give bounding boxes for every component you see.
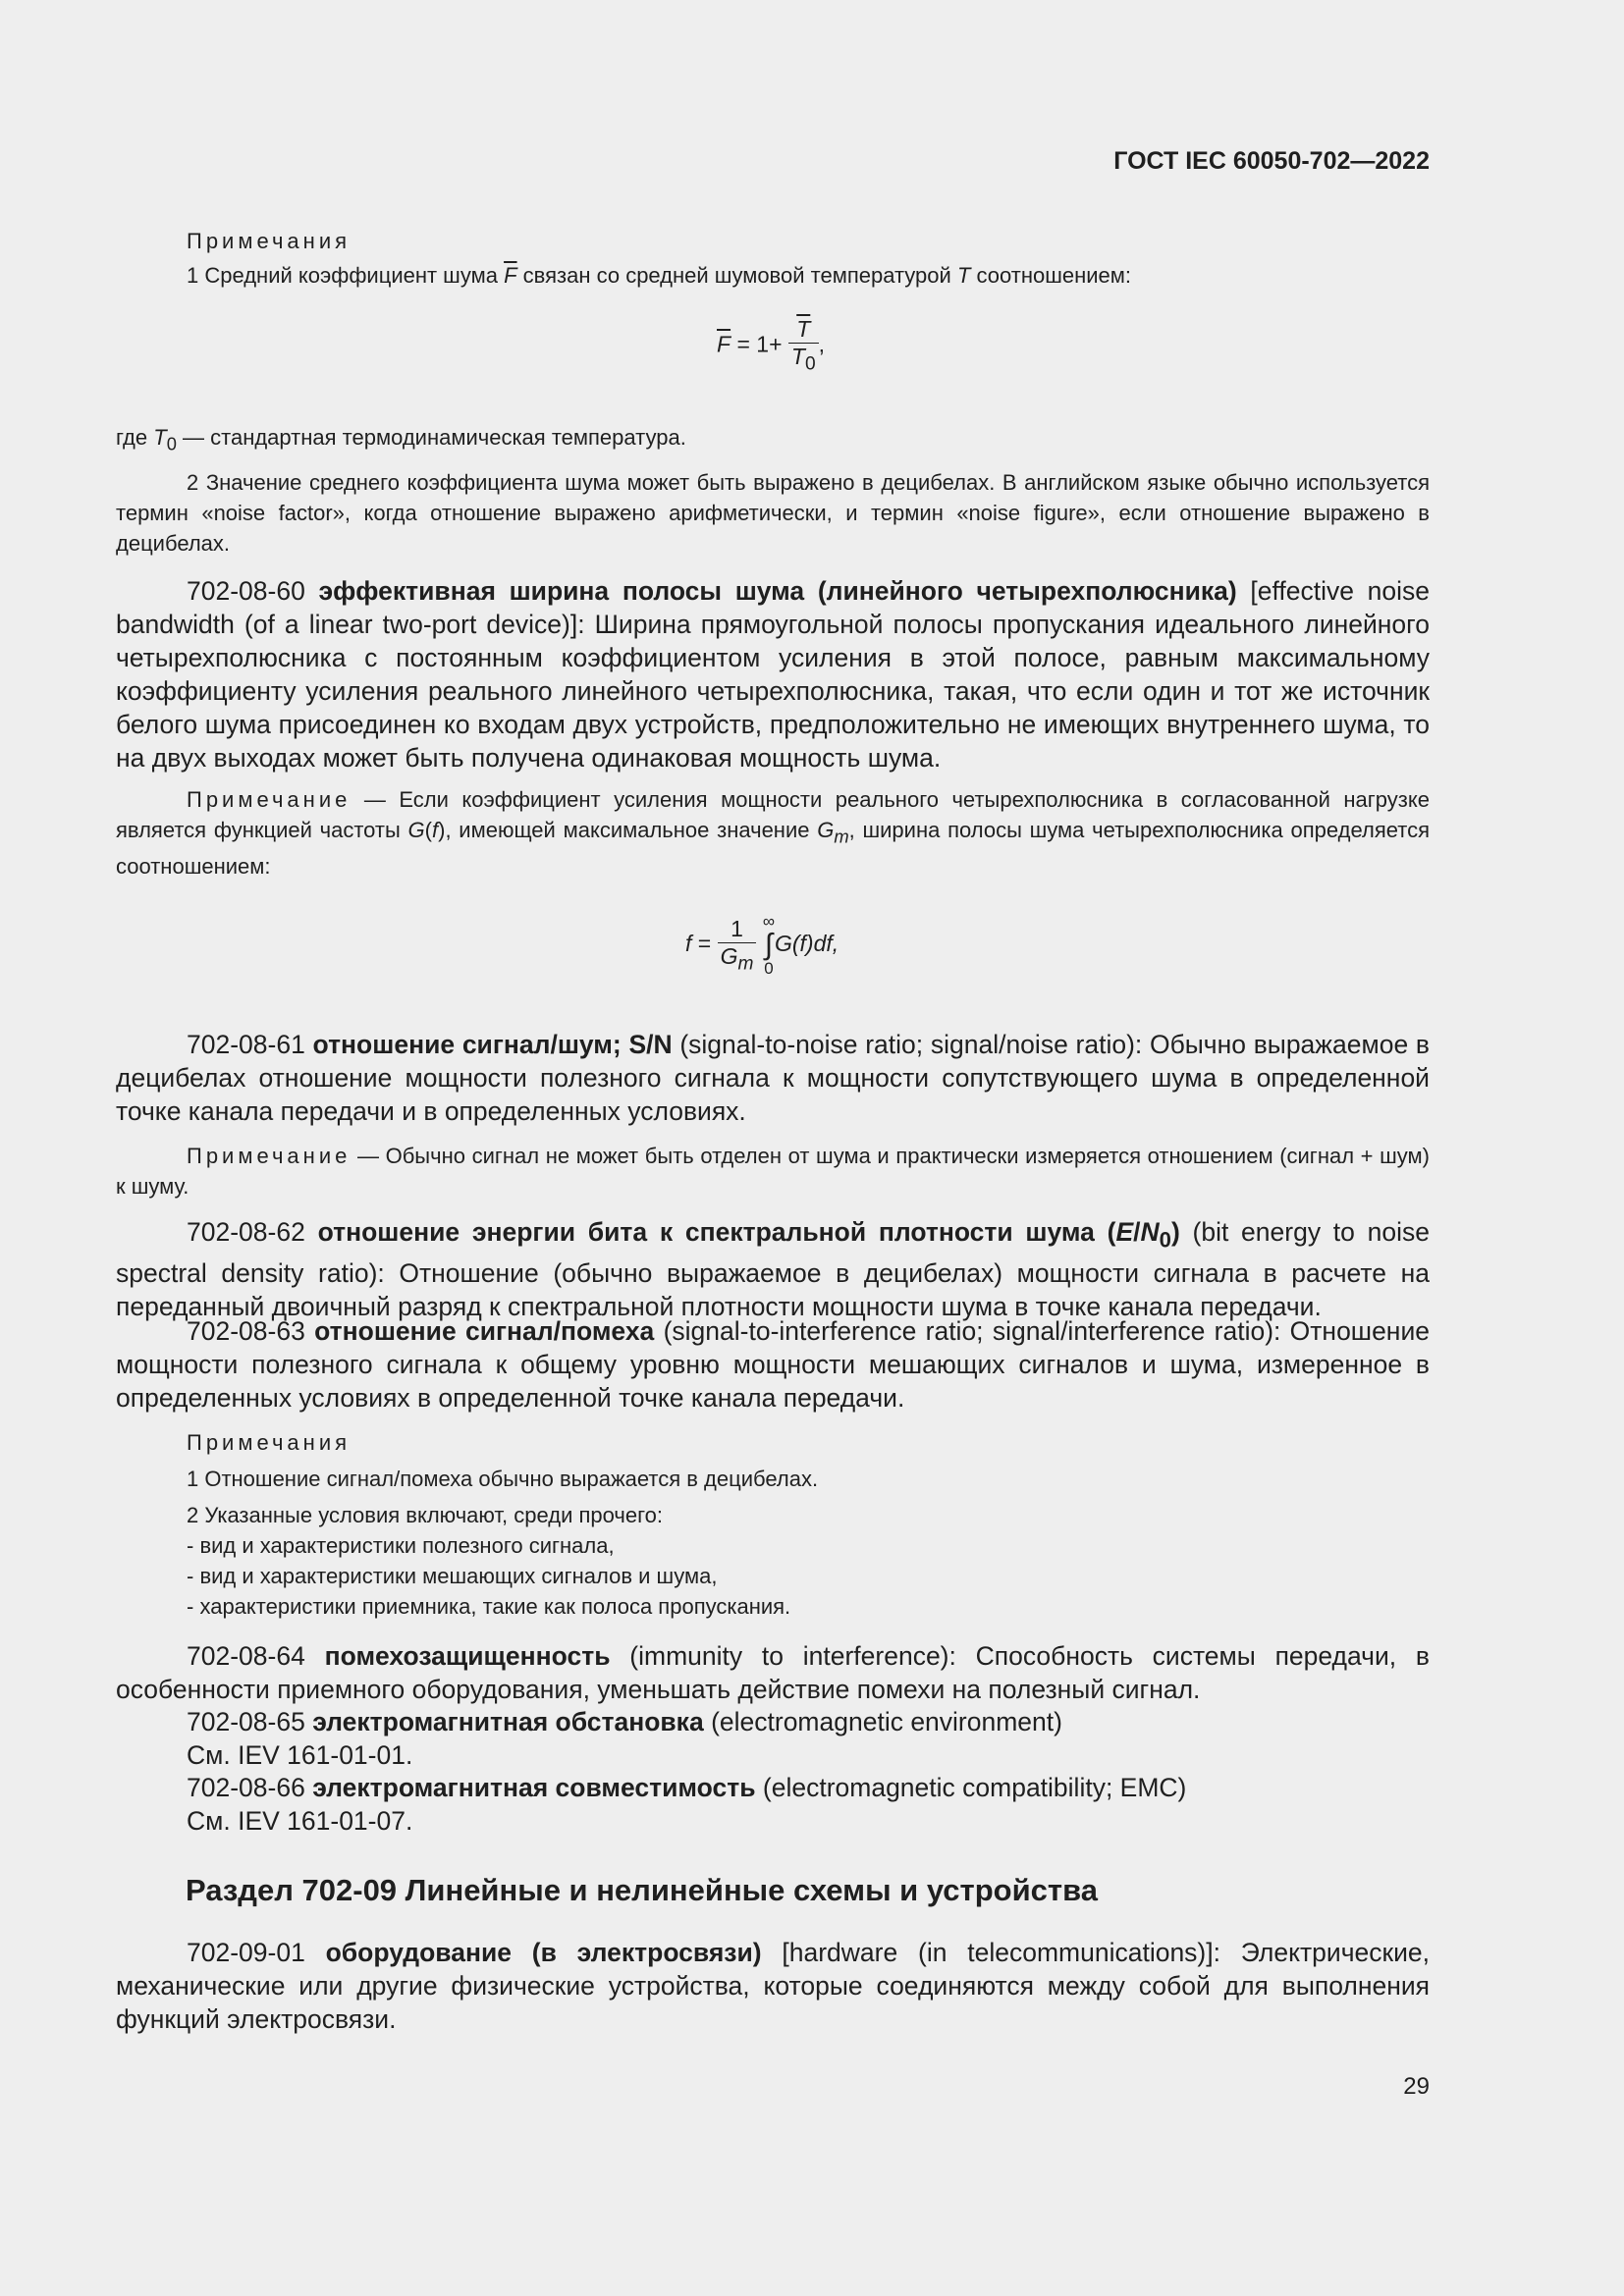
note-702-08-60: Примечание — Если коэффициент усиления мощности реального четырехполюсника в согласованной нагрузке является функцией частоты G(f), имеющей максимальное значение $G_m$, ширина полосы шума четырехполюсника определяется соотношением:	[116, 787, 1430, 880]
symbol-f-bar: $\overline{F}$	[504, 263, 517, 288]
list-item: - характеристики приемника, такие как полоса пропускания.	[187, 1591, 1430, 1622]
list-item: - вид и характеристики полезного сигнала,	[187, 1530, 1430, 1561]
term-702-09-01: 702-09-01 оборудование (в электросвязи) [hardware (in telecommunications)]: Электрические, механические или другие физические устройства, которые соединяются между собой для выполнения функций электросвязи.	[116, 1938, 1430, 2034]
formula-noise-factor: $\overline{F} = 1+$ $\frac{\overline{T}}{T_0}$ ,	[717, 316, 825, 375]
term-702-08-64: 702-08-64 помехозащищенность (immunity to interference): Способность системы передачи, в особенности приемного оборудования, уменьшать действие помехи на полезный сигнал.	[116, 1641, 1430, 1704]
note-702-08-61: Примечание — Обычно сигнал не может быть отделен от шума и практически измеряется отношением (сигнал + шум) к шуму.	[116, 1144, 1430, 1199]
where-line: где $T_0$ — стандартная термодинамическая температура.	[116, 425, 686, 454]
term-702-08-66: 702-08-66 электромагнитная совместимость (electromagnetic compatibility; EMC) См. IEV 161-01-07.	[116, 1771, 1430, 1838]
list-item: - вид и характеристики мешающих сигналов и шума,	[187, 1561, 1430, 1591]
notes-block-63: Примечания 1 Отношение сигнал/помеха обычно выражается в децибелах. 2 Указанные условия включают, среди прочего: - вид и характеристики полезного сигнала, - вид и характеристики мешающих сигналов и шума, - характеристики приемника, такие как полоса пропускания.	[116, 1427, 1430, 1622]
page-number: 29	[1403, 2073, 1430, 2100]
section-heading: Раздел 702-09 Линейные и нелинейные схемы и устройства	[186, 1873, 1098, 1907]
term-702-08-60: 702-08-60 эффективная ширина полосы шума (линейного четырехполюсника) [effective noise bandwidth (of a linear two-port device)]: Ширина прямоугольной полосы пропускания идеального линейного четырехполюсника с постоянным коэффициентом усиления в этой полосе, равным максимальному коэффициенту усиления реального линейного четырехполюсника, такая, что если один и тот же источник белого шума присоединен ко входам двух устройств, предположительно не имеющих внутреннего шума, то на двух выходах может быть получена одинаковая мощность шума.	[116, 576, 1430, 773]
see-reference: См. IEV 161-01-01.	[187, 1740, 413, 1770]
notes-heading: Примечания	[187, 229, 352, 253]
term-702-08-63: 702-08-63 отношение сигнал/помеха (signal-to-interference ratio; signal/interference ratio): Отношение мощности полезного сигнала к общему уровню мощности мешающих сигналов и шума, измеренное в определенных условиях в определенной точке канала передачи.	[116, 1316, 1430, 1413]
term-702-08-65: 702-08-65 электромагнитная обстановка (electromagnetic environment) См. IEV 161-01-01.	[116, 1705, 1430, 1772]
term-702-08-62: 702-08-62 отношение энергии бита к спектральной плотности шума $(E/N_0)$ (bit energy to noise spectral density ratio): Отношение (обычно выражаемое в децибелах) мощности сигнала в расчете на переданный двоичный разряд к спектральной плотности мощности шума в точке канала передачи.	[116, 1217, 1430, 1322]
standard-header: ГОСТ IEC 60050-702—2022	[1113, 147, 1430, 175]
integral-sign: ∫	[764, 929, 774, 961]
see-reference: См. IEV 161-01-07.	[187, 1806, 413, 1836]
term-702-08-61: 702-08-61 отношение сигнал/шум; S/N (signal-to-noise ratio; signal/noise ratio): Обычно выражаемое в децибелах отношение мощности полезного сигнала к мощности сопутствующего шума в определенной точке канала передачи и в определенных условиях.	[116, 1030, 1430, 1126]
notes-block-1	[116, 226, 1430, 291]
note-item-1: 1 Средний коэффициент шума $\overline{F}$ связан со средней шумовой температурой T соотношением:	[187, 263, 1132, 288]
conditions-list	[187, 1530, 1430, 1622]
formula-noise-bandwidth: f = $\frac{1}{G_m}$ ∞ ∫ 0 G(f)df,	[685, 912, 839, 978]
note-item-2: 2 Значение среднего коэффициента шума может быть выражено в децибелах. В английском языке обычно используется термин «noise factor», когда отношение выражено арифметически, и термин «noise figure», если отношение выражено в децибелах.	[116, 470, 1430, 556]
